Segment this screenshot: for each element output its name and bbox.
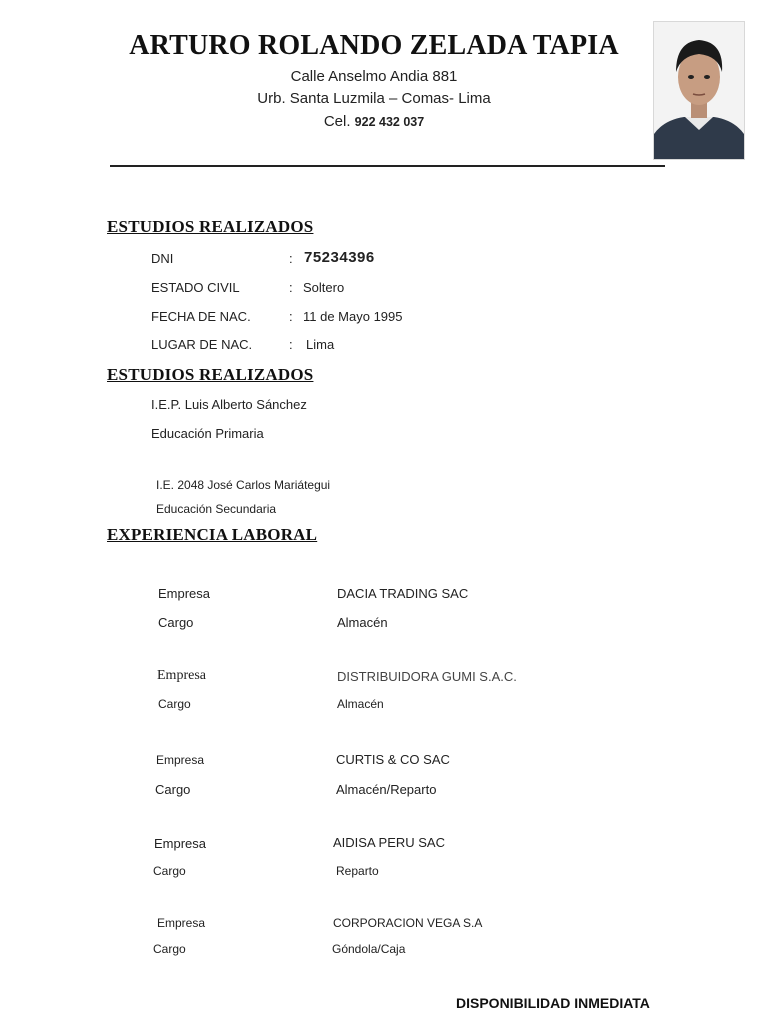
primary-school-level: Educación Primaria xyxy=(151,426,264,441)
job-2-company-label: Empresa xyxy=(157,668,206,683)
header-divider xyxy=(110,165,665,167)
job-3-company-label: Empresa xyxy=(156,753,205,767)
phone-label: Cel. xyxy=(323,113,351,130)
birth-date-sep: : xyxy=(289,309,293,324)
job-1-company: DACIA TRADING SAC xyxy=(337,586,469,601)
job-1-company-label: Empresa xyxy=(158,586,211,601)
birth-place-sep: : xyxy=(289,337,293,352)
profile-photo xyxy=(653,21,745,160)
dni-value: 75234396 xyxy=(304,249,375,266)
job-1-role: Almacén xyxy=(337,615,388,630)
job-3-company: CURTIS & CO SAC xyxy=(336,752,450,767)
person-portrait-icon xyxy=(654,22,744,159)
job-2-role: Almacén xyxy=(337,697,384,711)
secondary-school-level: Educación Secundaria xyxy=(156,502,277,516)
dni-sep: : xyxy=(289,251,293,266)
job-1-role-label: Cargo xyxy=(158,615,194,630)
job-5-role: Góndola/Caja xyxy=(332,942,406,956)
job-4-role-label: Cargo xyxy=(153,864,186,878)
job-5-role-label: Cargo xyxy=(153,942,186,956)
job-4-company: AIDISA PERU SAC xyxy=(333,835,445,850)
candidate-name: ARTURO ROLANDO ZELADA TAPIA xyxy=(129,30,619,61)
section-title-education: ESTUDIOS REALIZADOS xyxy=(107,365,314,384)
availability-note: DISPONIBILIDAD INMEDIATA xyxy=(456,995,650,1011)
job-2-company: DISTRIBUIDORA GUMI S.A.C. xyxy=(337,669,517,684)
job-5-company-label: Empresa xyxy=(157,916,206,930)
job-4-role: Reparto xyxy=(336,864,379,878)
dni-label: DNI xyxy=(151,251,174,266)
job-3-role-label: Cargo xyxy=(155,782,191,797)
job-3-role: Almacén/Reparto xyxy=(336,782,437,797)
section-title-experience: EXPERIENCIA LABORAL xyxy=(107,525,318,544)
birth-date-value: 11 de Mayo 1995 xyxy=(303,309,403,324)
civil-status-sep: : xyxy=(289,280,293,295)
civil-status-value: Soltero xyxy=(303,280,345,295)
job-5-company: CORPORACION VEGA S.A xyxy=(333,916,483,930)
secondary-school-name: I.E. 2048 José Carlos Mariátegui xyxy=(156,478,331,492)
address-line-1: Calle Anselmo Andia 881 xyxy=(290,68,458,85)
job-2-role-label: Cargo xyxy=(158,697,191,711)
birth-place-label: LUGAR DE NAC. xyxy=(151,337,253,352)
address-line-2: Urb. Santa Luzmila – Comas- Lima xyxy=(257,90,491,107)
phone-line xyxy=(0,113,748,130)
birth-place-value: Lima xyxy=(306,337,335,352)
phone-number: 922 432 037 xyxy=(354,115,425,129)
birth-date-label: FECHA DE NAC. xyxy=(151,309,251,324)
civil-status-label: ESTADO CIVIL xyxy=(151,280,240,295)
job-4-company-label: Empresa xyxy=(154,836,207,851)
section-title-personal: ESTUDIOS REALIZADOS xyxy=(107,217,314,236)
primary-school-name: I.E.P. Luis Alberto Sánchez xyxy=(151,397,307,412)
